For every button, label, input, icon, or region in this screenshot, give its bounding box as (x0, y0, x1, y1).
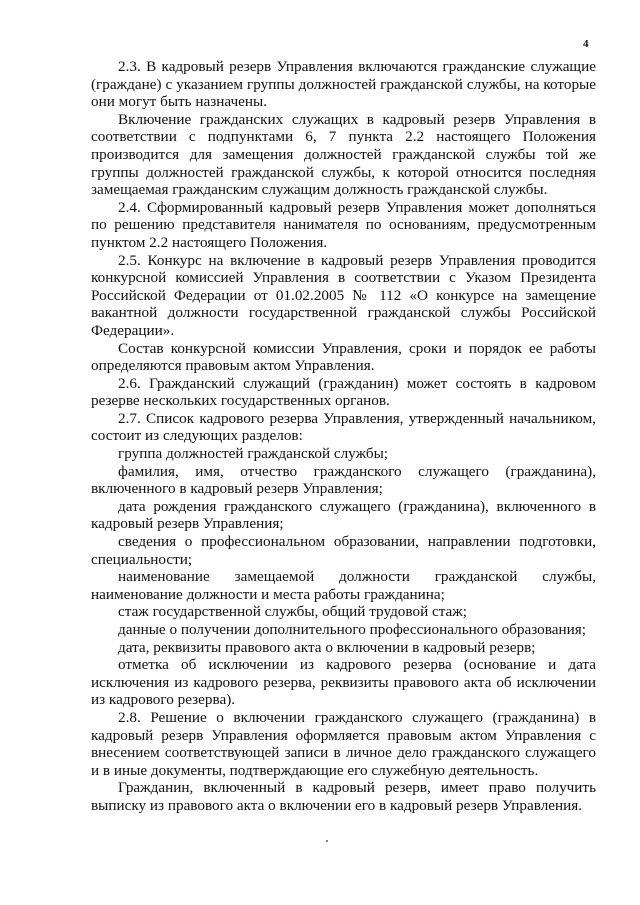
list-item-experience: стаж государственной службы, общий трудовой стаж; (118, 603, 468, 621)
paragraph-2-7: 2.7. Список кадрового резерва Управления, утвержденный начальником, состоит из следующих разделов: (91, 409, 596, 445)
list-item-position-title: наименование замещаемой должности гражданской службы, наименование должности и места работы гражданина; (91, 568, 596, 603)
list-item-exclusion-note: отметка об исключении из кадрового резерва (основание и дата исключения из кадрового резерва, реквизиты правового акта об исключении из кадрового резерва). (91, 656, 596, 709)
paragraph-2-3: 2.3. В кадровый резерв Управления включаются гражданские служащие (граждане) с указанием группы должностей гражданской службы, на которые они могут быть назначены. (91, 58, 596, 111)
paragraph-2-8: 2.8. Решение о включении гражданского служащего (гражданина) в кадровый резерв Управления оформляется правовым актом Управления с внесением соответствующей записи в личное дело гражданского служащего и в иные документы, подтверждающие его служебную деятельность. (91, 708, 596, 779)
list-item-inclusion-act: дата, реквизиты правового акта о включении в кадровый резерв; (118, 638, 536, 656)
paragraph-2-5-commission: Состав конкурсной комиссии Управления, сроки и порядок ее работы определяются правовым актом Управления. (91, 339, 596, 375)
list-item-additional-education: данные о получении дополнительного профессионального образования; (118, 621, 586, 638)
list-item-full-name: фамилия, имя, отчество гражданского служащего (гражданина), включенного в кадровый резерв Управления; (91, 462, 596, 498)
footer-dot (326, 840, 328, 842)
paragraph-2-5: 2.5. Конкурс на включение в кадровый резерв Управления проводится конкурсной комиссией Управления в соответствии с Указом Президента Российской Федерации от 01.02.2005 № 112 «О конкурсе на замещение вакантной должности государственной гражданской службы Российской Федерации». (91, 251, 596, 339)
paragraph-2-6: 2.6. Гражданский служащий (гражданин) может состоять в кадровом резерве нескольких государственных органов. (91, 374, 596, 410)
list-item-birth-date: дата рождения гражданского служащего (гражданина), включенного в кадровый резерв Управления; (91, 497, 596, 533)
paragraph-2-4: 2.4. Сформированный кадровый резерв Управления может дополняться по решению представителя нанимателя по основаниям, предусмотренным пунктом 2.2 настоящего Положения. (91, 198, 596, 251)
page-number: 4 (583, 38, 589, 50)
document-body (91, 58, 596, 815)
list-item-position-group: группа должностей гражданской службы; (118, 445, 389, 463)
list-item-education: сведения о профессиональном образовании, направлении подготовки, специальности; (91, 533, 596, 568)
paragraph-2-3-inclusion: Включение гражданских служащих в кадровый резерв Управления в соответствии с подпунктами 6, 7 пункта 2.2 настоящего Положения производится для замещения должностей гражданской службы той же группы должностей гражданской службы, к которой относится последняя замещаемая гражданским служащим должность гражданской службы. (91, 110, 596, 199)
paragraph-2-8-extract: Гражданин, включенный в кадровый резерв, имеет право получить выписку из правового акта о включении его в кадровый резерв Управления. (91, 779, 596, 814)
